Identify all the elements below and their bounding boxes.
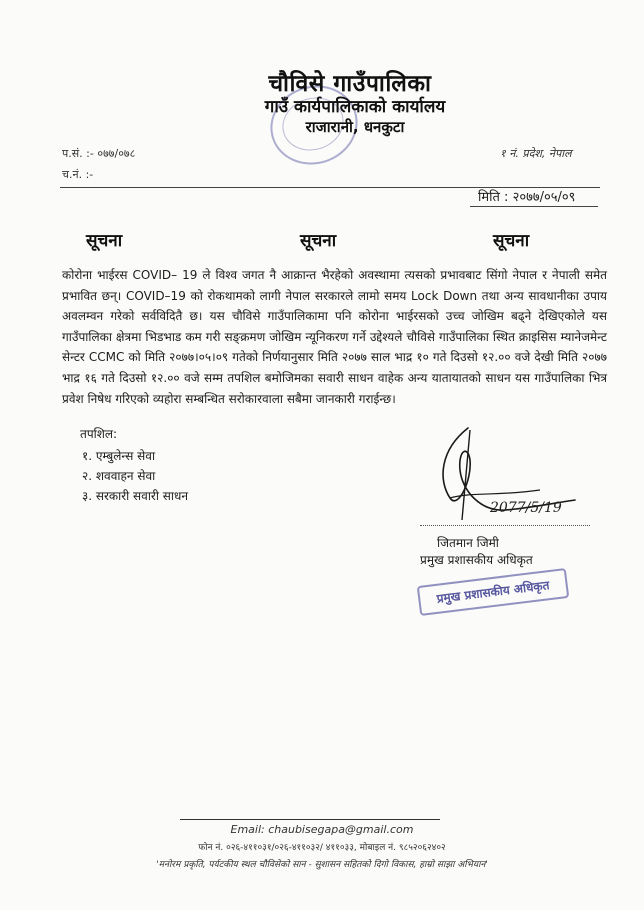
signatory-name: जितमान जिमी [437, 536, 499, 550]
footer-email: Email: chaubisegapa@gmail.com [230, 823, 414, 836]
list-item: १. एम्बुलेन्स सेवा [82, 449, 156, 463]
office-address: राजारानी, धनकुटा [305, 118, 405, 136]
designation-stamp: प्रमुख प्रशासकीय अधिकृत [417, 568, 570, 616]
signature-date: 2077/5/19 [490, 500, 562, 516]
footer-slogan: 'मनोरम प्रकृति, पर्यटकीय स्थल चौविसेको सान - सुशासन सहितको दिगो विकास, हाम्रो साझा अभियान' [156, 860, 488, 870]
province-label: १ नं. प्रदेश, नेपाल [500, 147, 572, 160]
notice-heading-center: सूचना [300, 231, 337, 251]
list-item: २. शववाहन सेवा [82, 469, 156, 483]
signatory-title: प्रमुख प्रशासकीय अधिकृत [420, 553, 533, 567]
notice-heading-left: सूचना [86, 231, 123, 251]
reference-number: प.सं. :- ०७७/०७८ [62, 147, 136, 160]
footer-divider [180, 819, 440, 820]
office-name: गाउँ कार्यपालिकाको कार्यालय [264, 97, 446, 117]
footer-phones: फोन नं. ०२६-४११०३१/०२६-४११०३२/ ४११०३३, मोबाइल नं. ९८५२०६२४०२ [198, 843, 446, 853]
signature-line [420, 525, 590, 526]
notice-body: कोरोना भाईरस COVID– 19 ले विश्व जगत नै आक्रान्त भैरहेको अवस्थामा त्यसको प्रभावबाट सिंगो नेपाल र नेपाली समेत प्रभावित छन्। COVID–19 को रोकथामको लागी नेपाल सरकारले लामो समय Lock Down तथा अन्य सावधानीका उपाय अवलम्वन गरेको सर्वविदितै छ। यस चौविसे गाउँपालिकामा पनि कोरोना भाईरसको उच्च जोखिम बढ्ने देखिएकोले यस गाउँपालिका क्षेत्रमा भिडभाड कम गरी सङ्क्रमण जोखिम न्यूनिकरण गर्ने उद्देश्यले चौविसे गाउँपालिका स्थित क्राइसिस म्यानेजमेन्ट सेन्टर CCMC को मिति २०७७।०५।०९ गतेको निर्णयानुसार मिति २०७७ साल भाद्र १० गते दिउसो १२.०० वजे देखी मिति २०७७ भाद्र १६ गते दिउसो १२.०० वजे सम्म तपशिल बमोजिमका सवारी साधन वाहेक अन्य यातायातको साधन यस गाउँपालिका भित्र प्रवेश निषेध गरिएको व्यहोरा सम्बन्धित सरोकारवाला सबैमा जानकारी गराईन्छ। [62, 268, 607, 406]
organization-name: चौविसे गाउँपालिका [268, 71, 432, 97]
date-underline [470, 206, 598, 207]
exempted-vehicle-list [82, 446, 188, 506]
notice-date: मिति : २०७७/०५/०९ [478, 190, 576, 205]
list-item: ३. सरकारी सवारी साधन [82, 489, 189, 503]
details-heading: तपशिल: [80, 427, 118, 441]
dispatch-number: च.नं. :- [62, 168, 94, 181]
notice-heading-right: सूचना [493, 231, 530, 251]
